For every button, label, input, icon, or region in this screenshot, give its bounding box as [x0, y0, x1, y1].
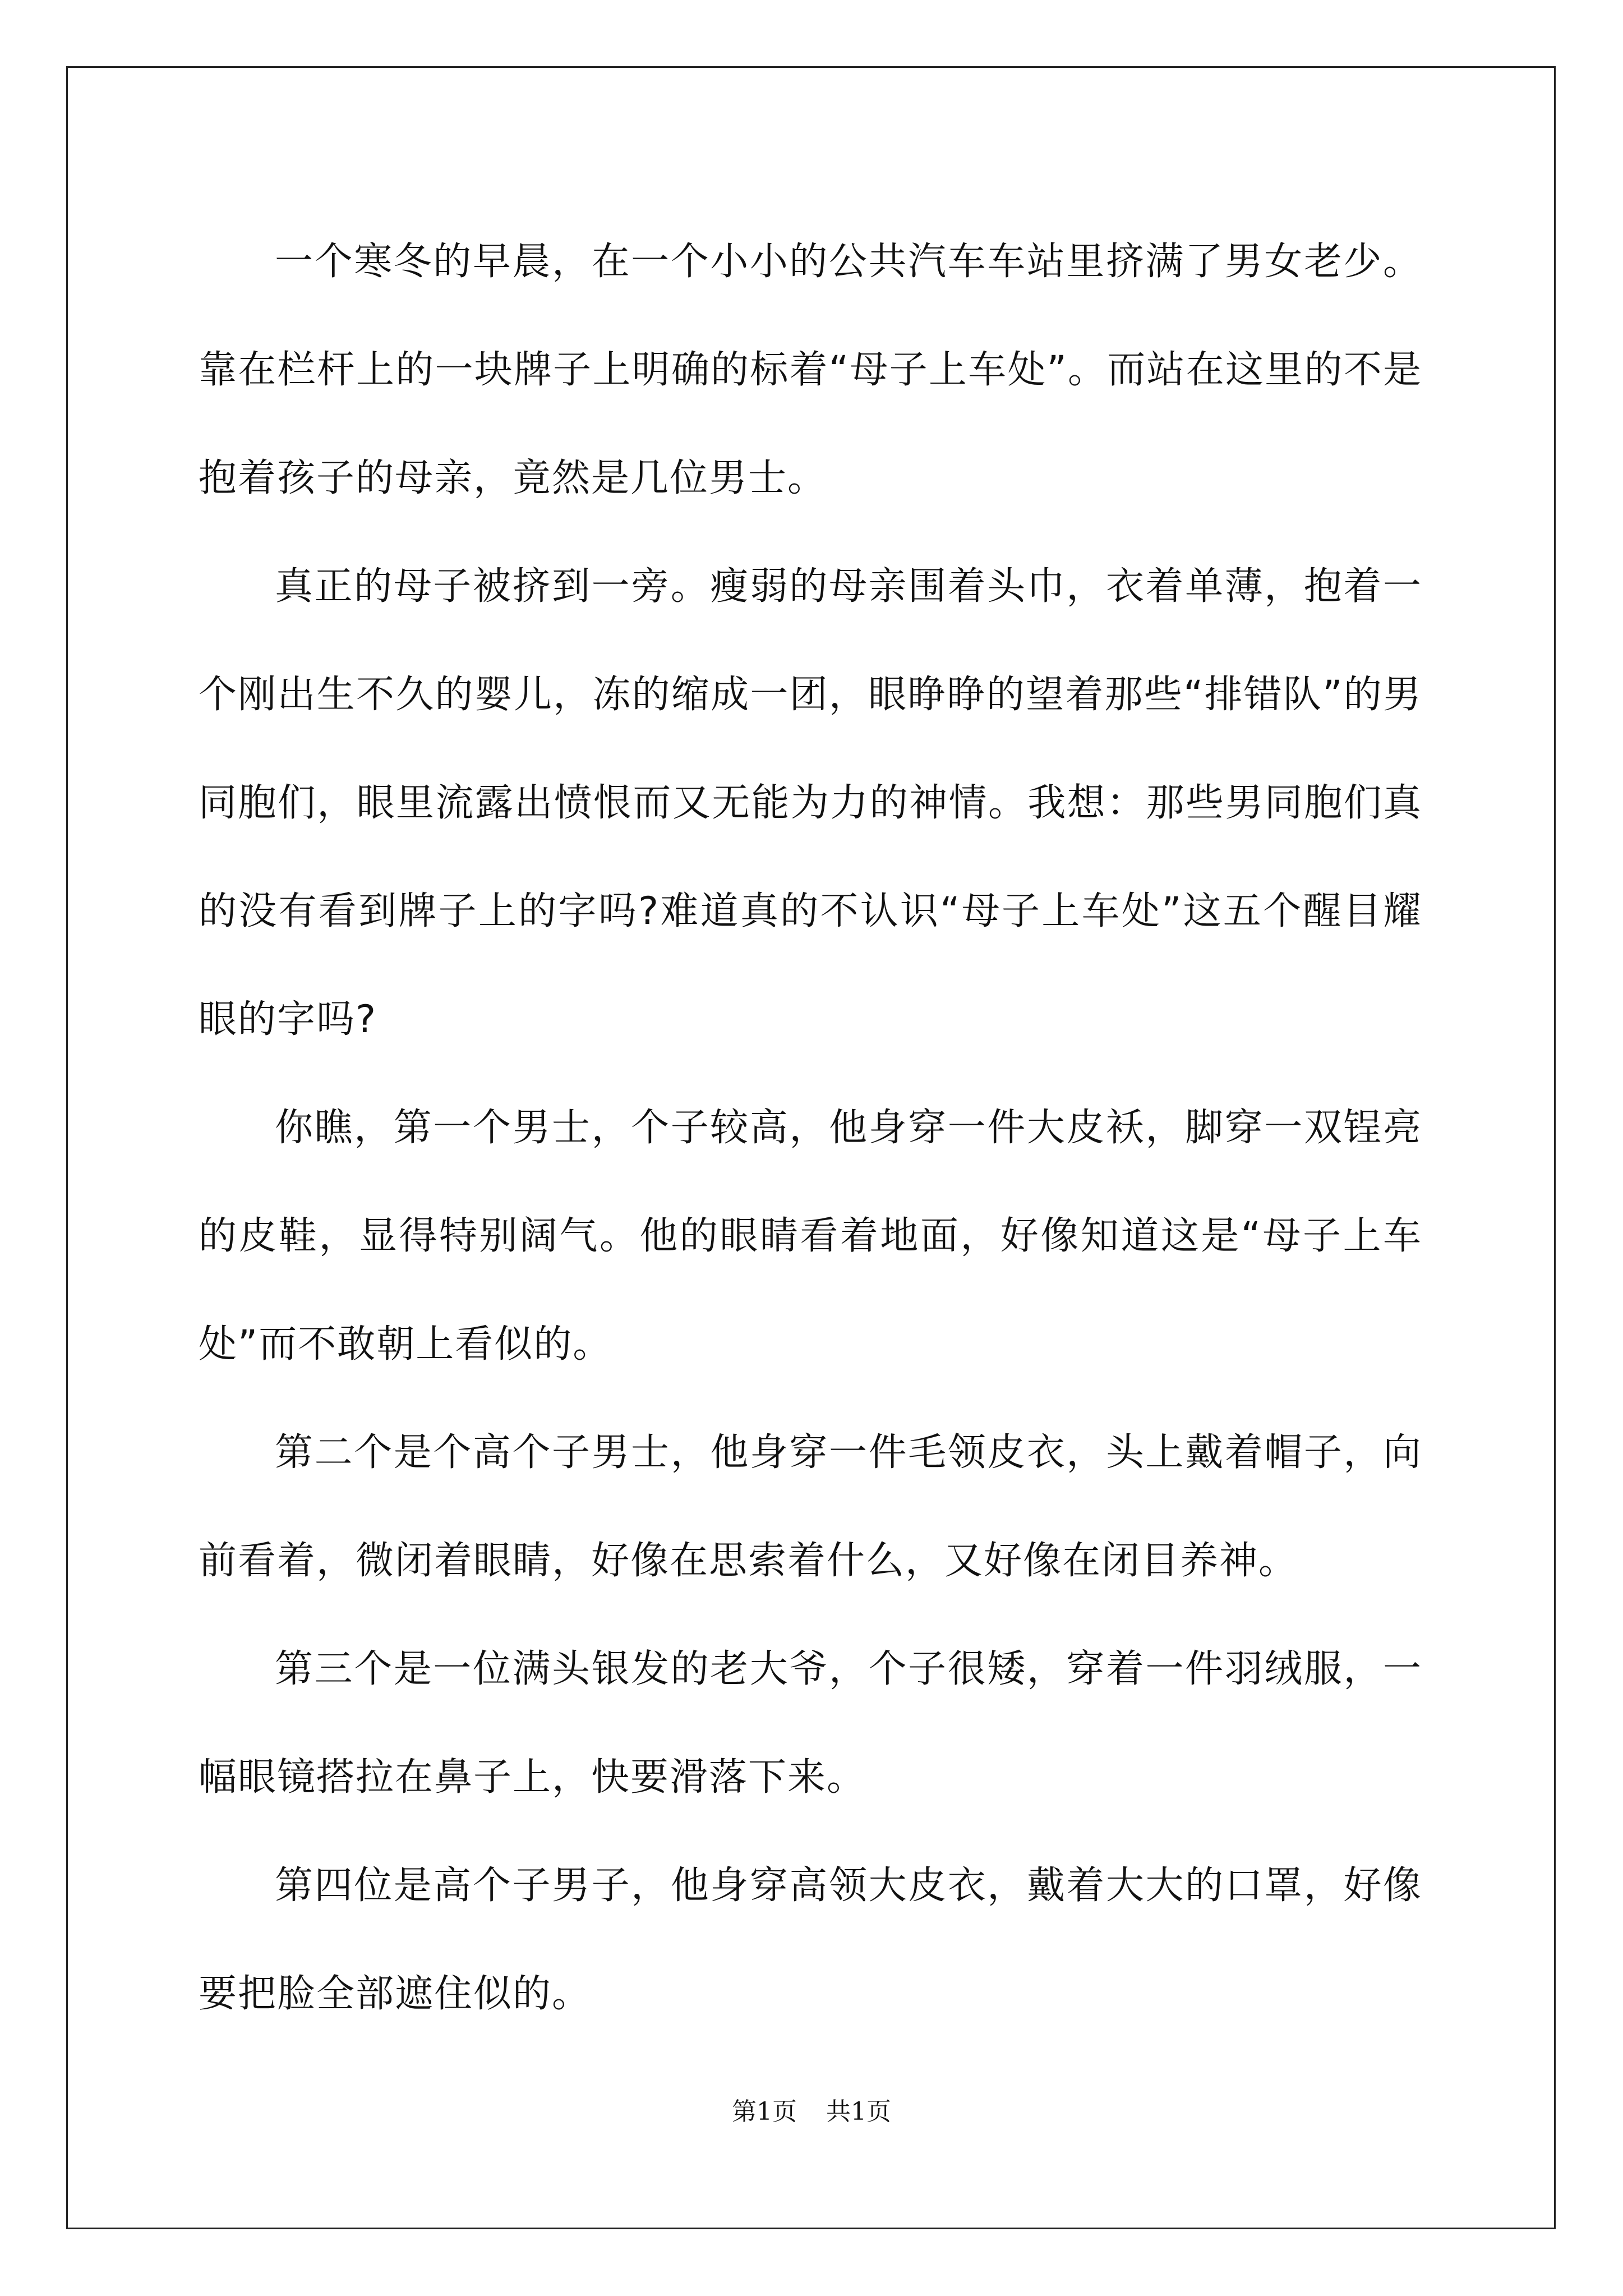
- paragraph-6: 第四位是高个子男子，他身穿高领大皮衣，戴着大大的口罩，好像要把脸全部遮住似的。: [199, 1864, 1422, 2016]
- paragraph-4: 第二个是个高个子男士，他身穿一件毛领皮衣，头上戴着帽子，向前看着，微闭着眼睛，好像在思索着什么，又好像在闭目养神。: [199, 1430, 1422, 1583]
- document-body: [199, 208, 1422, 2048]
- page-number-current: 第1页: [732, 2097, 797, 2126]
- page-footer: [0, 2095, 1623, 2129]
- paragraph-5: 第三个是一位满头银发的老大爷，个子很矮，穿着一件羽绒服，一幅眼镜搭拉在鼻子上，快要滑落下来。: [199, 1647, 1422, 1800]
- paragraph-1: 一个寒冬的早晨，在一个小小的公共汽车车站里挤满了男女老少。靠在栏杆上的一块牌子上明确的标着“母子上车处”。而站在这里的不是抱着孩子的母亲，竟然是几位男士。: [199, 240, 1422, 500]
- paragraph-3: 你瞧，第一个男士，个子较高，他身穿一件大皮袄，脚穿一双锃亮的皮鞋，显得特别阔气。他的眼睛看着地面，好像知道这是“母子上车处”而不敢朝上看似的。: [199, 1106, 1422, 1366]
- paragraph-2: 真正的母子被挤到一旁。瘦弱的母亲围着头巾，衣着单薄，抱着一个刚出生不久的婴儿，冻的缩成一团，眼睁睁的望着那些“排错队”的男同胞们，眼里流露出愤恨而又无能为力的神情。我想：那些男同胞们真的没有看到牌子上的字吗?难道真的不认识“母子上车处”这五个醒目耀眼的字吗?: [199, 564, 1422, 1042]
- page-number-total: 共1页: [826, 2097, 891, 2126]
